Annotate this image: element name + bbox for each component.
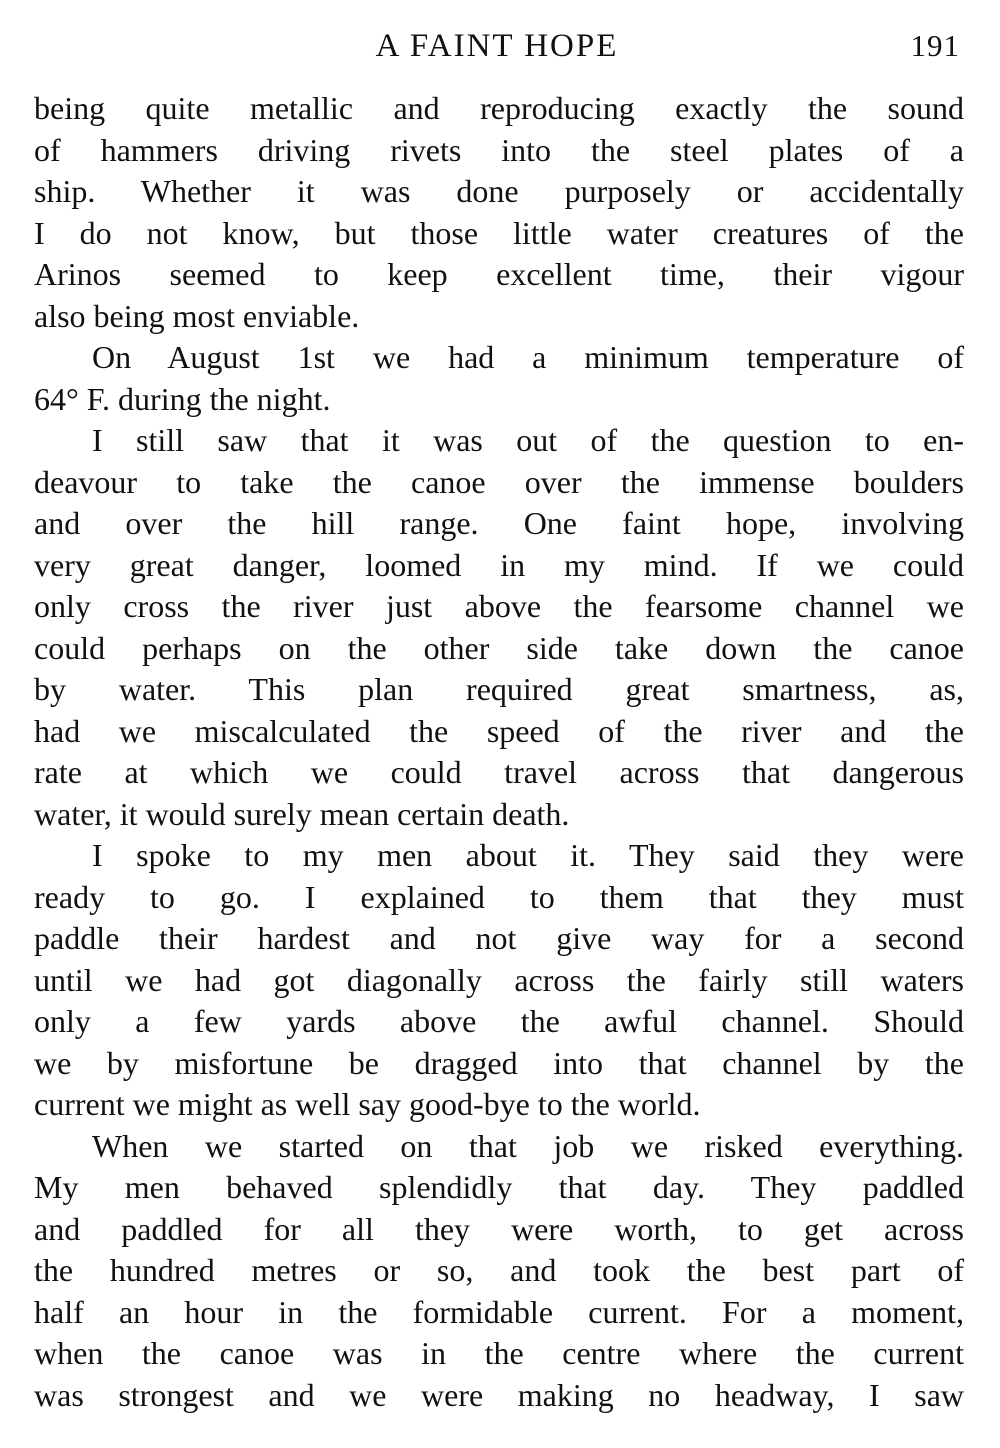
text-line: very great danger, loomed in my mind. If we could [34,546,964,583]
text-line: the hundred metres or so, and took the best part of [34,1252,964,1288]
text-line: I do not know, but those little water creatures of the [34,214,964,251]
text-line: when the canoe was in the centre where the current [34,1335,964,1371]
text-line: only cross the river just above the fearsome channel we [34,588,964,624]
text-line: only a few yards above the awful channel. Should [34,1003,964,1039]
text-line: ready to go. I explained to them that they must [34,878,964,915]
text-line: of hammers driving rivets into the steel plates of a [34,131,964,168]
paragraph-1 [34,88,964,337]
text-line: was strongest and we were making no headway, I saw [34,1376,964,1413]
text-line: and paddled for all they were worth, to get across [34,1210,964,1247]
paragraph-4 [34,835,964,1126]
chapter-title: A FAINT HOPE [375,28,619,64]
text-line: could perhaps on the other side take down the canoe [34,629,964,666]
text-line: until we had got diagonally across the fairly still waters [34,961,964,998]
text-line: had we miscalculated the speed of the river and the [34,712,964,749]
page-number: 191 [910,28,960,63]
text-line: Arinos seemed to keep excellent time, their vigour [34,256,964,292]
body-text [34,88,964,1416]
text-line: I still saw that it was out of the question to en- [92,422,964,458]
paragraph-3 [34,420,964,835]
running-head [34,24,960,68]
text-line: also being most enviable. [34,297,360,334]
text-line: and over the hill range. One faint hope, involving [34,505,964,541]
text-line: deavour to take the canoe over the immense boulders [34,463,964,500]
text-line: When we started on that job we risked everything. [92,1127,964,1164]
text-line: current we might as well say good-bye to the world. [34,1086,701,1122]
text-line: 64° F. during the night. [34,380,331,417]
text-line: My men behaved splendidly that day. They paddled [34,1169,964,1205]
text-line: paddle their hardest and not give way for a second [34,920,964,956]
text-line: water, it would surely mean certain death. [34,795,570,832]
text-line: rate at which we could travel across that dangerous [34,754,964,790]
text-line: On August 1st we had a minimum temperature of [92,339,964,375]
paragraph-2 [34,337,964,420]
text-line: being quite metallic and reproducing exactly the sound [34,90,964,126]
text-line: half an hour in the formidable current. For a moment, [34,1293,964,1330]
text-line: we by misfortune be dragged into that channel by the [34,1044,964,1081]
text-line: ship. Whether it was done purposely or accidentally [34,173,964,209]
paragraph-5 [34,1126,964,1417]
text-line: by water. This plan required great smartness, as, [34,671,964,707]
text-line: I spoke to my men about it. They said they were [92,837,964,873]
